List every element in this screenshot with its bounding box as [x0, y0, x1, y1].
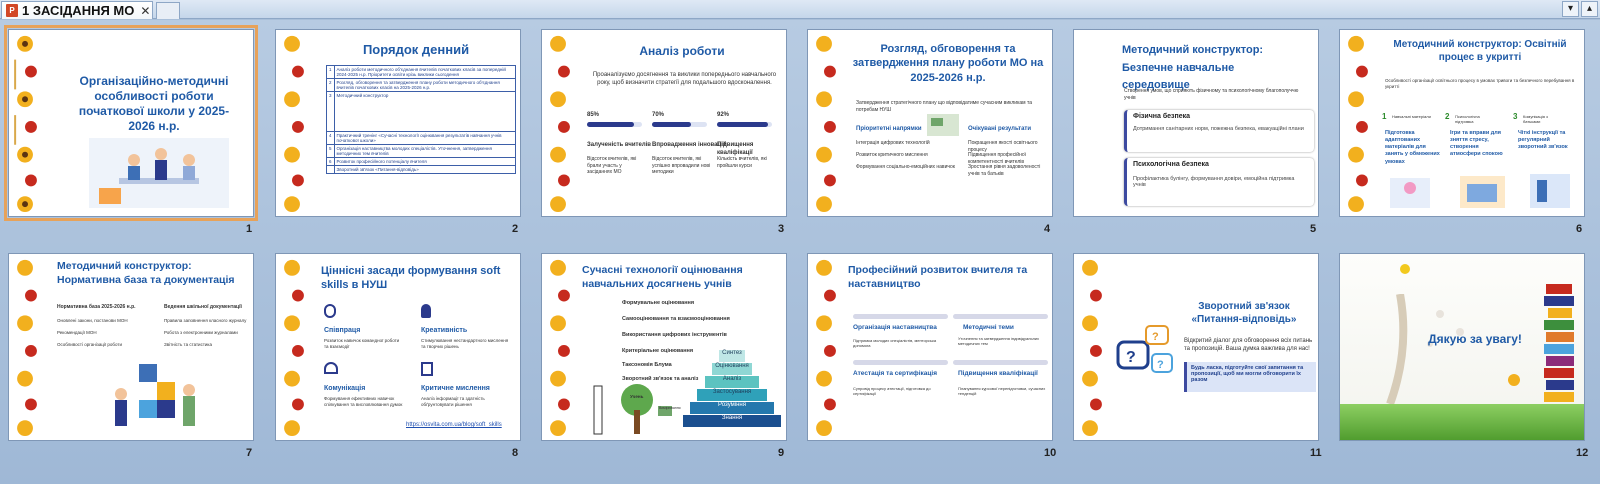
stat-percent: 70% — [652, 112, 665, 118]
section-title: Атестація та сертифікація — [853, 370, 937, 377]
slide-intro: Особливості організації освітнього процесу в умовах тривоги та безпечного перебування в укритті — [1385, 78, 1575, 89]
slide-number: 1 — [246, 223, 253, 235]
progress-bar — [587, 122, 642, 127]
agenda-item: Розгляд, обговорення та затвердження плану роботи методичного об'єднання вчителів початкових класів на 2025-2026 н.р. — [334, 79, 515, 92]
slide-thumbnail-2[interactable] — [275, 29, 521, 217]
ornament-border — [276, 254, 312, 440]
stat-label: Підвищення кваліфікації — [717, 142, 754, 156]
slide-number: 11 — [1310, 447, 1322, 459]
skill-desc: Розвиток навичок командної роботи та взаємодії — [324, 338, 400, 349]
slide-thumbnail-5[interactable] — [1073, 29, 1319, 217]
slide-number: 3 — [778, 223, 785, 235]
pyramid-level: Синтез — [719, 350, 745, 362]
skill-title: Критичне мислення — [421, 385, 490, 392]
agenda-item: Методичний конструктор — [334, 92, 515, 132]
list-item: Критеріальне оцінювання — [622, 348, 694, 354]
sun-icon — [1400, 264, 1410, 274]
brain-icon — [421, 362, 433, 376]
slide-title: Ціннісні засади формування soft skills в НУШ — [321, 265, 501, 292]
slide-number: 2 — [512, 223, 519, 235]
slide-title: Зворотний зв'язок «Питання-відповідь» — [1191, 301, 1297, 325]
card-title: Фізична безпека — [1133, 113, 1191, 120]
slide-sorter — [0, 20, 1600, 484]
tulle-rope-illustration — [1380, 294, 1500, 404]
list-item: Оновлені закони, постанови МОН — [57, 318, 128, 323]
slide-thumbnail-8[interactable] — [275, 253, 521, 441]
skill-desc: Аналіз інформації та здатність обґрунтовувати рішення — [421, 396, 485, 407]
slide-thumbnail-4[interactable] — [807, 29, 1053, 217]
question-bubbles-icon — [1116, 324, 1176, 382]
slide-number: 6 — [1576, 223, 1583, 235]
slide-title: Професійний розвиток вчителя та наставництво — [848, 264, 1028, 290]
ornament-border — [542, 254, 578, 440]
skill-desc: Формування ефективних навичок спілкування та висловлювання думок — [324, 396, 403, 407]
column-head: Комунікація з батьками — [1523, 114, 1548, 125]
column-number: 1 — [1382, 112, 1387, 121]
slide-thumbnail-9[interactable] — [541, 253, 787, 441]
agenda-item: Зворотний зв'язок «Питання-відповідь» — [334, 166, 515, 174]
slide-intro: Проаналізуємо досягнення та виклики попереднього навчального року, щоб визначити стратегії для подальшого вдосконалення. — [592, 72, 777, 86]
measure-label: Вимірювання — [659, 406, 681, 410]
tab-presentation[interactable] — [1, 1, 153, 19]
scroll-up-button[interactable]: ▴ — [1581, 1, 1598, 17]
list-item: Правила заповнення класного журналу — [164, 318, 247, 323]
agenda-row-num: 5 — [327, 145, 335, 158]
slide-intro: Створення умов, що сприяють фізичному та психологічному благополуччю учнів — [1124, 88, 1299, 101]
bloom-pyramid — [682, 350, 782, 440]
list-item: Формувальне оцінювання — [622, 300, 695, 306]
stat-desc: Відсоток вчителів, які брали участь у засіданнях МО — [587, 156, 637, 175]
shelter-illustration — [1385, 170, 1580, 214]
pyramid-level: Розуміння — [690, 402, 774, 414]
slide-title: Методичний конструктор: Безпечне навчальне середовище — [1122, 44, 1264, 92]
physical-safety-card — [1124, 110, 1314, 152]
skill-title: Комунікація — [324, 385, 366, 392]
new-tab-button[interactable] — [156, 2, 180, 19]
close-icon[interactable]: ✕ — [140, 3, 151, 18]
column-head: Пріоритетні напрямки — [856, 126, 922, 132]
section-title: Методичні теми — [963, 324, 1014, 331]
slide-number: 12 — [1576, 447, 1589, 459]
powerpoint-icon: P — [6, 4, 18, 17]
progress-bar — [717, 122, 772, 127]
section-title: Підвищення кваліфікації — [958, 370, 1038, 377]
list-item: Формування соціально-емоційних навичок — [856, 164, 955, 170]
column-text: Підготовка адаптованих матеріалів для занять у обмежених умовах — [1385, 130, 1440, 165]
column-head: Психологічна підтримка — [1455, 114, 1480, 125]
slide-title: Методичний конструктор: Нормативна база та документація — [57, 260, 235, 286]
stat-desc: Кількість вчителів, які пройшли курси — [717, 156, 767, 169]
slide-number: 7 — [246, 447, 253, 459]
agenda-row-num: 2 — [327, 79, 335, 92]
source-link[interactable]: https://osvita.com.ua/blog/soft_skills — [406, 422, 502, 428]
scroll-down-button[interactable]: ▾ — [1562, 1, 1579, 17]
lightbulb-icon — [421, 304, 431, 318]
column-text: Чіткі інструкції та регулярний зворотний зв'язок — [1518, 130, 1568, 151]
slide-title: Розгляд, обговорення та затвердження плану роботи МО на 2025-2026 н.р. — [852, 43, 1044, 84]
skill-desc: Стимулювання нестандартного мислення та творчих рішень — [421, 338, 509, 349]
slide-title: Методичний конструктор: Освітній процес в укритті — [1393, 39, 1567, 63]
ornament-border — [1340, 30, 1376, 216]
pyramid-level: Знання — [683, 415, 781, 427]
slide-thumbnail-3[interactable] — [541, 29, 787, 217]
slide-title: Аналіз роботи — [639, 44, 725, 58]
svg-text:?: ? — [1126, 349, 1136, 366]
agenda-item: Аналіз роботи методичного об'єднання вчителів початкових класів за попередній 2024-2025 н.р. Пріоритети освіти крізь виклики сьогодення — [334, 66, 515, 79]
svg-text:?: ? — [1152, 331, 1159, 343]
pyramid-level: Аналіз — [705, 376, 759, 388]
planning-illustration — [923, 110, 963, 140]
ornament-border — [808, 254, 844, 440]
card-title: Психологічна безпека — [1133, 161, 1209, 168]
list-item: Покращення якості освітнього процесу — [968, 140, 1038, 153]
section-bar — [953, 314, 1048, 319]
agenda-row-num: 1 — [327, 66, 335, 79]
agenda-row-num: 3 — [327, 92, 335, 132]
agenda-row-num — [327, 166, 335, 174]
agenda-item: Організація наставництва молодих спеціалістів. Уточнення, затвердження методичних тем вчителів — [334, 145, 515, 158]
column-head: Очікувані результати — [968, 126, 1032, 132]
skill-title: Співпраця — [324, 327, 361, 334]
list-item: Рекомендації МОН — [57, 330, 97, 335]
list-item: Таксономія Блума — [622, 362, 672, 368]
list-item: Використання цифрових інструментів — [622, 332, 727, 338]
stat-label: Залученість вчителів — [587, 142, 651, 148]
tab-bar — [0, 0, 1600, 19]
tab-title: 1 ЗАСІДАННЯ МО — [22, 3, 135, 18]
list-item: Робота з електронними журналами — [164, 330, 238, 335]
section-desc: Уточнення та затвердження індивідуальних методичних тем — [958, 336, 1040, 347]
card-text: Профілактика булінгу, формування довіри, емоційна підтримка учнів — [1133, 176, 1295, 188]
column-head: Нормативна база 2025-2026 н.р. — [57, 304, 136, 310]
section-bar — [853, 360, 948, 365]
column-number: 3 — [1513, 112, 1518, 121]
slide-title: Організаційно-методичні особливості роботи початкової школи у 2025-2026 н.р. — [78, 74, 230, 133]
card-text: Дотримання санітарних норм, пожежна безпека, евакуаційні плани — [1133, 126, 1304, 132]
slide-thumbnail-10[interactable] — [807, 253, 1053, 441]
book-stack-illustration — [1540, 274, 1580, 424]
phone-icon — [324, 362, 338, 374]
agenda-row-num: 4 — [327, 132, 335, 145]
column-head: Навчальні матеріали — [1392, 114, 1431, 119]
section-desc: Підтримка молодих спеціалістів, менторська допомога — [853, 338, 937, 349]
column-head: Ведення шкільної документації — [164, 304, 242, 310]
list-item: Особливості організації роботи — [57, 342, 122, 347]
slide-thumbnail-12[interactable] — [1339, 253, 1585, 441]
list-item: Зростання рівня задоволеності учнів та батьків — [968, 164, 1041, 177]
pyramid-level: Оцінювання — [712, 363, 752, 375]
slide-text: Відкритий діалог для обговорення всіх питань та пропозицій. Ваша думка важлива для нас! — [1184, 338, 1313, 352]
section-desc: Планування курсової перепідготовки, сучасних тенденцій — [958, 386, 1046, 397]
agenda-row-num: 6 — [327, 158, 335, 166]
section-title: Організація наставництва — [853, 324, 937, 331]
stat-percent: 92% — [717, 112, 730, 118]
stat-percent: 85% — [587, 112, 600, 118]
column-number: 2 — [1445, 112, 1450, 121]
slide-title: Дякую за увагу! — [1428, 332, 1522, 346]
agenda-table — [326, 65, 516, 174]
agenda-item: Розвиток професійного потенціалу вчителя — [334, 158, 515, 166]
svg-text:?: ? — [1157, 359, 1164, 371]
list-item: Підвищення професійної компетентності вчителів — [968, 152, 1027, 165]
sunflower-icon — [1508, 374, 1520, 386]
list-item: Розвиток критичного мислення — [856, 152, 928, 158]
section-desc: Супровід процесу атестації, підготовка до сертифікації — [853, 386, 931, 397]
skill-title: Креативність — [421, 327, 468, 334]
slide-thumbnail-11[interactable] — [1073, 253, 1319, 441]
column-text: Ігри та вправи для зняття стресу, створення атмосфери спокою — [1450, 130, 1503, 158]
list-item: Самооцінювання та взаємооцінювання — [622, 316, 730, 322]
slide-title: Сучасні технології оцінювання навчальних досягнень учнів — [582, 264, 743, 290]
team-illustration — [89, 138, 229, 208]
slide-title: Порядок денний — [362, 42, 470, 57]
slide-thumbnail-1[interactable] — [8, 29, 254, 217]
slide-thumbnail-6[interactable] — [1339, 29, 1585, 217]
tree-label: Учень — [630, 394, 644, 399]
puzzle-illustration — [99, 354, 209, 439]
agenda-item: Практичний тренінг «Сучасні технології оцінювання результатів навчання учнів початкової школи» — [334, 132, 515, 145]
slide-intro: Затвердження стратегічного плану що відповідатиме сучасним викликам та потребам НУШ — [856, 100, 1033, 113]
stat-label: Впровадження інновацій — [652, 142, 727, 148]
ornament-border — [9, 30, 45, 216]
section-bar — [853, 314, 948, 319]
ornament-border — [1074, 254, 1110, 440]
handshake-icon — [324, 304, 336, 318]
slide-number: 4 — [1044, 223, 1051, 235]
progress-bar — [652, 122, 707, 127]
psychological-safety-card — [1124, 158, 1314, 206]
slide-number: 9 — [778, 447, 785, 459]
slide-thumbnail-7[interactable] — [8, 253, 254, 441]
ornament-border — [808, 30, 844, 216]
ornament-border — [9, 254, 45, 440]
slide-number: 10 — [1044, 447, 1057, 459]
section-bar — [953, 360, 1048, 365]
ornament-border — [542, 30, 578, 216]
slide-number: 8 — [512, 447, 519, 459]
list-item: Інтеграція цифрових технологій — [856, 140, 930, 146]
note-box: Будь ласка, підготуйте свої запитання та пропозиції, щоб ми могли обговорити їх разом — [1184, 362, 1316, 392]
list-item: Звітність та статистика — [164, 342, 212, 347]
list-item: Зворотний зв'язок та аналіз — [622, 376, 699, 382]
pyramid-level: Застосування — [697, 389, 767, 401]
slide-number: 5 — [1310, 223, 1317, 235]
ornament-border — [276, 30, 312, 216]
stat-desc: Відсоток вчителів, які успішно впровадили нові методики — [652, 156, 711, 175]
